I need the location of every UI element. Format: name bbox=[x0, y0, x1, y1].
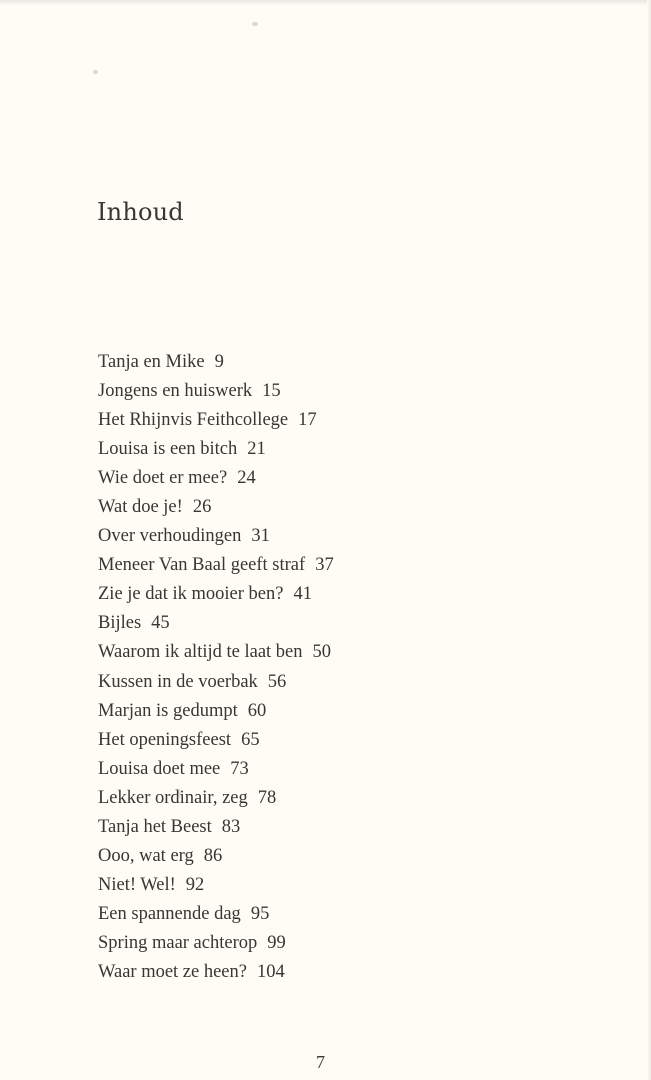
toc-entry-page: 24 bbox=[237, 468, 256, 489]
toc-entry-title: Een spannende dag bbox=[98, 903, 241, 924]
toc-entry-title: Niet! Wel! bbox=[98, 874, 176, 895]
toc-entry-title: Marjan is gedumpt bbox=[98, 700, 238, 721]
toc-entry-page: 50 bbox=[312, 642, 332, 663]
toc-entry bbox=[98, 872, 334, 901]
toc-entry bbox=[98, 669, 334, 698]
page-right-edge bbox=[647, 0, 651, 1080]
toc-entry bbox=[98, 901, 334, 930]
page-number: 7 bbox=[316, 1052, 325, 1072]
toc-entry-page: 45 bbox=[151, 613, 170, 634]
toc-entry-title: Jongens en huiswerk bbox=[98, 381, 253, 402]
toc-entry-page: 9 bbox=[214, 352, 224, 372]
toc-entry bbox=[98, 727, 334, 756]
toc-entry-title: Kussen in de voerbak bbox=[98, 671, 258, 692]
toc-entry bbox=[98, 814, 334, 843]
toc-entry bbox=[98, 843, 334, 872]
toc-entry-title: Louisa doet mee bbox=[98, 758, 221, 779]
toc-entry-title: Tanja en Mike bbox=[98, 352, 205, 372]
toc-entry-page: 86 bbox=[203, 845, 223, 866]
toc-entry-page: 26 bbox=[192, 497, 212, 518]
toc-entry-page: 60 bbox=[247, 700, 267, 721]
toc-entry bbox=[98, 930, 334, 959]
toc-entry bbox=[98, 523, 334, 552]
toc-entry bbox=[98, 785, 334, 814]
toc-entry-title: Tanja het Beest bbox=[98, 816, 212, 837]
toc-entry-page: 65 bbox=[241, 729, 260, 750]
page-top-edge bbox=[0, 0, 651, 6]
toc-entry-title: Waar moet ze heen? bbox=[98, 961, 247, 982]
toc-entry bbox=[98, 581, 334, 610]
toc-entry bbox=[98, 494, 334, 523]
toc-entry bbox=[98, 610, 334, 639]
toc-entry-page: 21 bbox=[247, 439, 266, 460]
toc-entry bbox=[98, 959, 334, 988]
paper-speck bbox=[93, 70, 98, 74]
toc-entry-title: Louisa is een bitch bbox=[98, 439, 238, 460]
toc-entry-title: Bijles bbox=[98, 613, 142, 634]
toc-entry-title: Wie doet er mee? bbox=[98, 468, 228, 489]
toc-entry bbox=[98, 465, 334, 494]
toc-entry-title: Zie je dat ik mooier ben? bbox=[98, 584, 284, 605]
toc-entry bbox=[98, 349, 334, 378]
toc-entry bbox=[98, 552, 334, 581]
toc-entry-title: Ooo, wat erg bbox=[98, 845, 194, 866]
toc-entry-title: Wat doe je! bbox=[98, 497, 183, 518]
toc-entry bbox=[98, 639, 334, 668]
toc-entry-page: 95 bbox=[250, 903, 270, 924]
toc-entry-page: 104 bbox=[257, 961, 285, 982]
table-of-contents bbox=[98, 349, 334, 988]
toc-entry-title: Het Rhijnvis Feithcollege bbox=[98, 410, 289, 431]
toc-entry-page: 56 bbox=[267, 671, 287, 692]
toc-entry-page: 92 bbox=[185, 874, 205, 895]
toc-entry bbox=[98, 698, 334, 727]
toc-entry-title: Lekker ordinair, zeg bbox=[98, 787, 248, 808]
toc-entry bbox=[98, 756, 334, 785]
paper-speck bbox=[252, 22, 258, 26]
toc-entry bbox=[98, 407, 334, 436]
toc-entry-page: 15 bbox=[262, 381, 281, 402]
page-title: Inhoud bbox=[97, 198, 184, 226]
toc-entry-title: Het openingsfeest bbox=[98, 729, 232, 750]
toc-entry-page: 83 bbox=[221, 816, 241, 837]
toc-entry-title: Spring maar achterop bbox=[98, 932, 258, 953]
toc-entry-title: Meneer Van Baal geeft straf bbox=[98, 555, 306, 576]
toc-entry bbox=[98, 436, 334, 465]
toc-entry-page: 37 bbox=[315, 555, 334, 576]
toc-entry-page: 41 bbox=[293, 584, 312, 605]
toc-entry-page: 73 bbox=[230, 758, 249, 779]
toc-entry-title: Waarom ik altijd te laat ben bbox=[98, 642, 303, 663]
toc-entry-title: Over verhoudingen bbox=[98, 526, 242, 547]
toc-entry-page: 17 bbox=[298, 410, 317, 431]
toc-entry bbox=[98, 378, 334, 407]
toc-entry-page: 78 bbox=[257, 787, 277, 808]
toc-entry-page: 31 bbox=[251, 526, 270, 547]
toc-entry-page: 99 bbox=[267, 932, 286, 953]
